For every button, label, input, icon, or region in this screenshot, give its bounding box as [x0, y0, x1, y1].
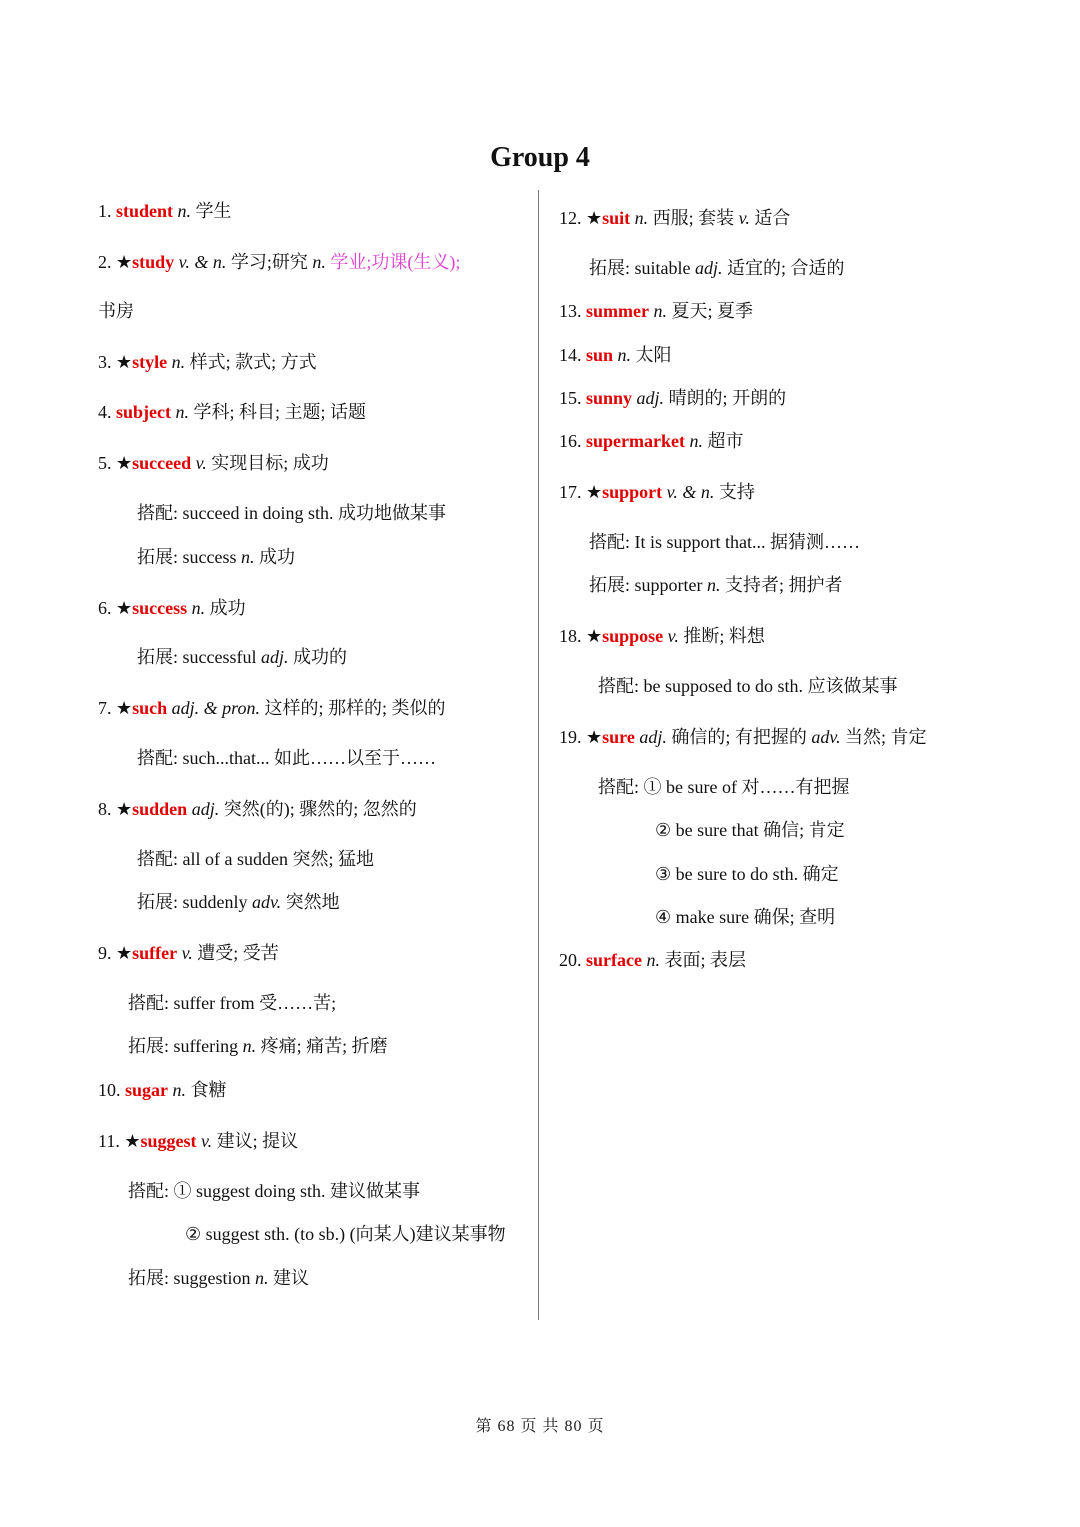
line-text: ★: [586, 208, 603, 228]
vocab-word: subject: [116, 402, 171, 422]
line-text: 成功: [205, 598, 246, 618]
left-line-21: [128, 1179, 420, 1203]
line-text: 19.: [559, 727, 586, 747]
part-of-speech: n.: [613, 345, 632, 365]
line-text: 适合: [749, 208, 791, 228]
part-of-speech: v. & n.: [174, 252, 227, 272]
line-text: ② suggest sth. (to sb.) (向某人)建议某事物: [185, 1224, 506, 1244]
line-text: 西服; 套装: [648, 208, 739, 228]
right-line-11: [598, 674, 898, 698]
left-line-22: [185, 1222, 506, 1246]
line-text: 12.: [559, 208, 586, 228]
left-line-20: [98, 1129, 298, 1153]
column-divider: [538, 190, 539, 1320]
line-text: ★: [116, 598, 133, 618]
left-line-13: [98, 797, 417, 821]
line-text: ★: [586, 626, 603, 646]
line-text: 14.: [559, 345, 586, 365]
line-text: 建议: [268, 1268, 310, 1288]
line-text: 当然; 肯定: [840, 727, 927, 747]
line-text: 学习;研究: [226, 252, 313, 272]
line-text: 搭配: suffer from 受……苦;: [128, 993, 337, 1013]
right-line-1: [559, 206, 790, 230]
line-text: 3.: [98, 352, 116, 372]
vocab-word: such: [132, 698, 168, 718]
vocab-word: success: [132, 598, 188, 618]
line-text: 9.: [98, 943, 116, 963]
left-line-18: [128, 1034, 388, 1058]
vocab-word: style: [132, 352, 168, 372]
part-of-speech: v.: [177, 943, 193, 963]
right-line-10: [559, 624, 765, 648]
left-line-12: [137, 746, 436, 770]
part-of-speech: n.: [706, 575, 721, 595]
part-of-speech: v.: [738, 208, 750, 228]
line-text: 书房: [98, 301, 134, 321]
line-text: 16.: [559, 431, 586, 451]
vocab-word: sugar: [125, 1080, 169, 1100]
line-text: 建议; 提议: [212, 1131, 299, 1151]
right-line-4: [559, 343, 672, 367]
part-of-speech: v.: [191, 453, 207, 473]
line-text: 拓展: success: [137, 547, 241, 567]
line-text: 食糖: [186, 1080, 227, 1100]
right-line-6: [559, 429, 743, 453]
line-text: 适宜的; 合适的: [722, 258, 845, 278]
line-text: 拓展: suddenly: [137, 892, 252, 912]
left-line-4: [98, 350, 317, 374]
line-text: 15.: [559, 388, 586, 408]
right-line-12: [559, 725, 927, 749]
line-text: 突然地: [281, 892, 340, 912]
line-text: 样式; 款式; 方式: [185, 352, 317, 372]
line-text: 17.: [559, 482, 586, 502]
line-text: 7.: [98, 698, 116, 718]
vocab-word: sun: [586, 345, 614, 365]
line-text: ★: [116, 799, 133, 819]
line-text: 搭配: ① suggest doing sth. 建议做某事: [128, 1181, 421, 1201]
right-line-16: [655, 905, 835, 929]
left-line-23: [128, 1266, 309, 1290]
vocab-word: suggest: [140, 1131, 197, 1151]
line-text: 这样的; 那样的; 类似的: [260, 698, 446, 718]
vocab-word: study: [132, 252, 175, 272]
line-text: 2.: [98, 252, 116, 272]
vocab-word: summer: [586, 301, 649, 321]
left-line-2: [98, 250, 460, 274]
part-of-speech: n.: [648, 301, 667, 321]
left-line-15: [137, 890, 340, 914]
part-of-speech: n.: [641, 950, 660, 970]
line-text: 拓展: suggestion: [128, 1268, 256, 1288]
vocab-word: surface: [586, 950, 642, 970]
vocab-word: student: [116, 201, 174, 221]
left-line-16: [98, 941, 279, 965]
line-text: 搭配: be supposed to do sth. 应该做某事: [598, 676, 898, 696]
right-line-8: [589, 530, 860, 554]
line-text: 学业;功课(生义);: [330, 252, 461, 272]
left-line-11: [98, 696, 446, 720]
line-text: 超市: [702, 431, 744, 451]
line-text: ★: [586, 482, 603, 502]
right-line-7: [559, 480, 755, 504]
line-text: ★: [586, 727, 603, 747]
right-line-15: [655, 862, 839, 886]
line-text: ② be sure that 确信; 肯定: [655, 820, 845, 840]
vocab-word: suit: [602, 208, 631, 228]
part-of-speech: n.: [187, 598, 206, 618]
part-of-speech: v.: [663, 626, 679, 646]
line-text: 成功: [254, 547, 295, 567]
left-line-5: [98, 400, 366, 424]
line-text: ★: [116, 943, 133, 963]
vocab-word: support: [602, 482, 663, 502]
part-of-speech: adj.: [695, 258, 723, 278]
line-text: 支持: [714, 482, 755, 502]
part-of-speech: adj.: [187, 799, 220, 819]
line-text: 4.: [98, 402, 116, 422]
line-text: 推断; 料想: [678, 626, 765, 646]
vocab-word: sure: [602, 727, 635, 747]
right-line-5: [559, 386, 786, 410]
vocab-word: succeed: [132, 453, 192, 473]
line-text: 20.: [559, 950, 586, 970]
right-line-13: [598, 775, 849, 799]
part-of-speech: n.: [242, 1036, 257, 1056]
line-text: 1.: [98, 201, 116, 221]
part-of-speech: adj. & pron.: [167, 698, 260, 718]
part-of-speech: n.: [171, 402, 189, 422]
right-line-17: [559, 948, 746, 972]
line-text: 突然(的); 骤然的; 忽然的: [219, 799, 417, 819]
line-text: 表面; 表层: [659, 950, 746, 970]
vocab-word: supermarket: [586, 431, 685, 451]
line-text: 拓展: suitable: [589, 258, 695, 278]
line-text: 太阳: [631, 345, 672, 365]
right-line-14: [655, 818, 845, 842]
line-text: 确信的; 有把握的: [666, 727, 812, 747]
line-text: 搭配: ① be sure of 对……有把握: [598, 777, 850, 797]
left-line-10: [137, 645, 347, 669]
part-of-speech: n.: [312, 252, 326, 272]
left-line-19: [98, 1078, 227, 1102]
part-of-speech: n.: [684, 431, 703, 451]
page-title: Group 4: [490, 142, 590, 173]
line-text: ④ make sure 确保; 查明: [655, 907, 836, 927]
line-text: 拓展: suffering: [128, 1036, 243, 1056]
vocab-word: sunny: [586, 388, 633, 408]
line-text: 搭配: all of a sudden 突然; 猛地: [137, 849, 374, 869]
part-of-speech: n.: [255, 1268, 269, 1288]
vocab-word: suffer: [132, 943, 178, 963]
part-of-speech: n.: [167, 352, 186, 372]
line-text: 疼痛; 痛苦; 折磨: [256, 1036, 388, 1056]
line-text: ★: [116, 252, 133, 272]
vocab-word: suppose: [602, 626, 664, 646]
line-text: 支持者; 拥护者: [720, 575, 843, 595]
line-text: ★: [116, 352, 133, 372]
left-line-17: [128, 991, 336, 1015]
line-text: 搭配: succeed in doing sth. 成功地做某事: [137, 503, 446, 523]
line-text: 晴朗的; 开朗的: [664, 388, 787, 408]
line-text: 10.: [98, 1080, 125, 1100]
line-text: ★: [116, 453, 133, 473]
line-text: 8.: [98, 799, 116, 819]
page-footer: 第 68 页 共 80 页: [475, 1418, 605, 1435]
left-line-7: [137, 501, 446, 525]
vocab-word: sudden: [132, 799, 188, 819]
line-text: 实现目标; 成功: [206, 453, 329, 473]
line-text: 6.: [98, 598, 116, 618]
line-text: 学生: [191, 201, 232, 221]
part-of-speech: adv.: [252, 892, 282, 912]
right-line-3: [559, 299, 753, 323]
line-text: 5.: [98, 453, 116, 473]
line-text: 拓展: successful: [137, 647, 261, 667]
line-text: 成功的: [288, 647, 347, 667]
right-line-2: [589, 256, 845, 280]
left-line-1: [98, 199, 232, 223]
right-line-9: [589, 573, 843, 597]
left-line-3: [98, 299, 134, 323]
line-text: 拓展: supporter: [589, 575, 707, 595]
part-of-speech: adj.: [260, 647, 289, 667]
line-text: 夏天; 夏季: [666, 301, 753, 321]
part-of-speech: v.: [196, 1131, 213, 1151]
left-line-6: [98, 451, 329, 475]
part-of-speech: n.: [630, 208, 649, 228]
left-line-9: [98, 596, 246, 620]
part-of-speech: v. & n.: [662, 482, 715, 502]
part-of-speech: adj.: [632, 388, 665, 408]
part-of-speech: n.: [173, 201, 192, 221]
part-of-speech: adj.: [634, 727, 667, 747]
line-text: ★: [116, 698, 133, 718]
line-text: 学科; 科目; 主题; 话题: [189, 402, 367, 422]
left-line-8: [137, 545, 295, 569]
line-text: 11.: [98, 1131, 125, 1151]
line-text: ★: [124, 1131, 141, 1151]
line-text: ③ be sure to do sth. 确定: [655, 864, 839, 884]
part-of-speech: adv.: [811, 727, 841, 747]
line-text: 遭受; 受苦: [192, 943, 279, 963]
part-of-speech: n.: [240, 547, 255, 567]
line-text: 13.: [559, 301, 586, 321]
line-text: 18.: [559, 626, 586, 646]
left-line-14: [137, 847, 374, 871]
line-text: 搭配: such...that... 如此……以至于……: [137, 748, 436, 768]
part-of-speech: n.: [168, 1080, 187, 1100]
line-text: 搭配: It is support that... 据猜测……: [589, 532, 860, 552]
